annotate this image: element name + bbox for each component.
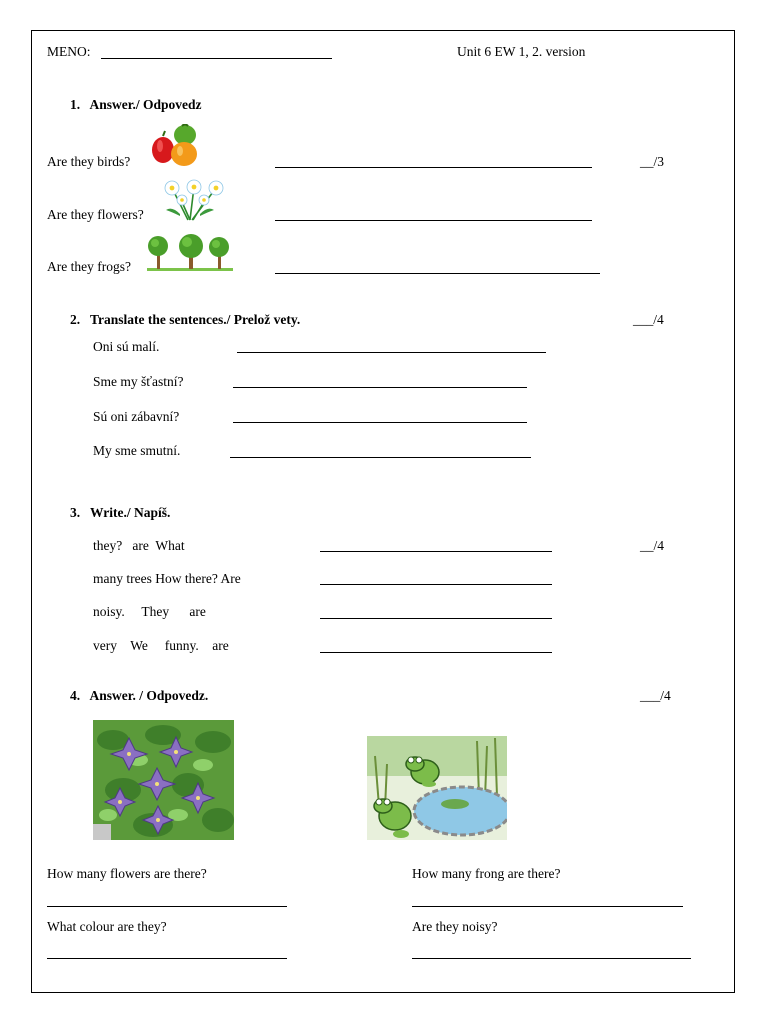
version-label: Unit 6 EW 1, 2. version: [457, 44, 586, 59]
write-line-3[interactable]: [320, 618, 552, 619]
trees-icon: [147, 234, 233, 272]
answer-line-frogs-count[interactable]: [412, 906, 683, 907]
section4-heading: 4. Answer. / Odpovedz.: [70, 688, 209, 703]
question-flowers: Are they flowers?: [47, 207, 144, 222]
question-frogs: Are they frogs?: [47, 259, 131, 274]
daisies-icon: [160, 178, 226, 222]
answer-line-birds[interactable]: [275, 167, 592, 168]
question-colour: What colour are they?: [47, 919, 167, 934]
section4-score: ___/4: [640, 688, 671, 703]
section1-heading: 1. Answer./ Odpovedz: [70, 97, 202, 112]
scrambled-4: very We funny. are: [93, 638, 229, 653]
question-noisy: Are they noisy?: [412, 919, 498, 934]
answer-line-flowers-count[interactable]: [47, 906, 287, 907]
answer-line-frogs[interactable]: [275, 273, 600, 274]
section3-heading: 3. Write./ Napíš.: [70, 505, 171, 520]
write-line-4[interactable]: [320, 652, 552, 653]
section3-score: __/4: [640, 538, 665, 553]
scrambled-1: they? are What: [93, 538, 185, 553]
sentence-4: My sme smutní.: [93, 443, 181, 458]
name-line[interactable]: [101, 58, 332, 59]
scrambled-2: many trees How there? Are: [93, 571, 241, 586]
section2-score: ___/4: [633, 312, 664, 327]
answer-line-noisy[interactable]: [412, 958, 691, 959]
question-how-many-flowers: How many flowers are there?: [47, 866, 207, 881]
translate-line-4[interactable]: [230, 457, 531, 458]
frogs-pond-image: [367, 736, 507, 840]
translate-line-2[interactable]: [233, 387, 527, 388]
name-label: MENO:: [47, 44, 91, 59]
translate-line-3[interactable]: [233, 422, 527, 423]
write-line-1[interactable]: [320, 551, 552, 552]
translate-line-1[interactable]: [237, 352, 546, 353]
section1-score: __/3: [640, 154, 665, 169]
answer-line-flowers[interactable]: [275, 220, 592, 221]
scrambled-3: noisy. They are: [93, 604, 206, 619]
question-birds: Are they birds?: [47, 154, 131, 169]
answer-line-colour[interactable]: [47, 958, 287, 959]
sentence-3: Sú oni zábavní?: [93, 409, 180, 424]
sentence-1: Oni sú malí.: [93, 339, 160, 354]
question-how-many-frogs: How many frong are there?: [412, 866, 561, 881]
write-line-2[interactable]: [320, 584, 552, 585]
violet-flowers-image: [93, 720, 234, 840]
peppers-icon: [149, 124, 201, 168]
sentence-2: Sme my šťastní?: [93, 374, 184, 389]
section2-heading: 2. Translate the sentences./ Prelož vety.: [70, 312, 301, 327]
